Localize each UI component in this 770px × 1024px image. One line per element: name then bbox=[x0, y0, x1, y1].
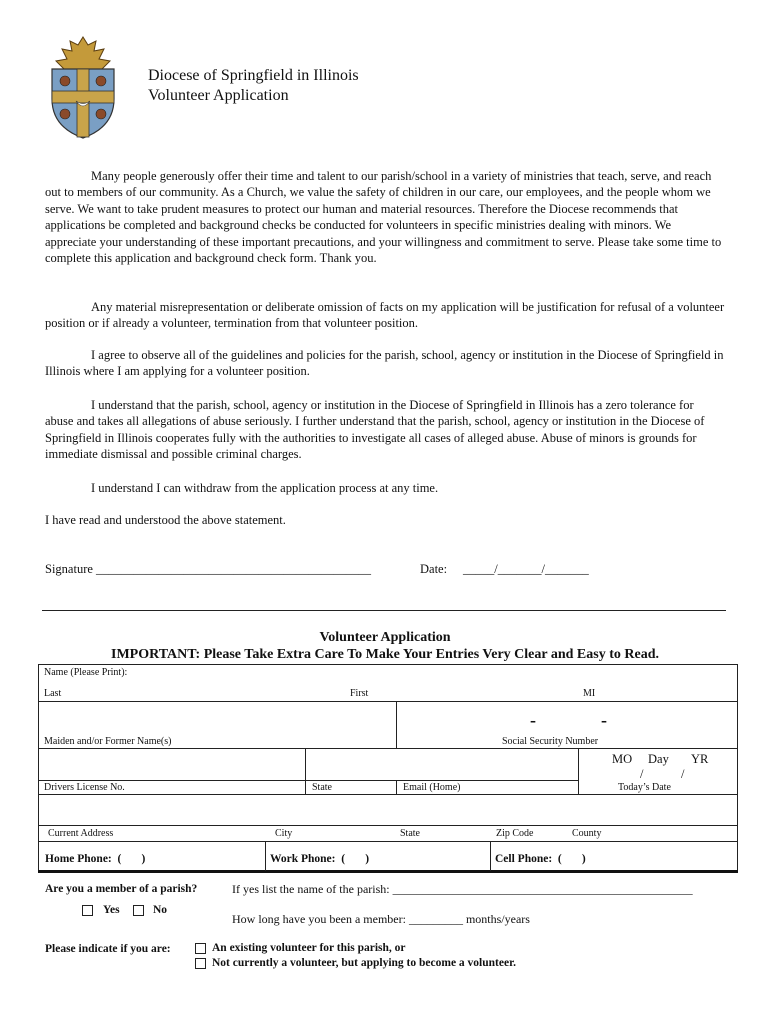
todays-date-label: Today’s Date bbox=[618, 782, 671, 793]
email-label: Email (Home) bbox=[403, 782, 461, 793]
date-slash-1: / bbox=[640, 767, 644, 781]
intro-paragraph-6: I have read and understood the above statement. bbox=[45, 513, 286, 527]
yes-checkbox[interactable] bbox=[82, 905, 93, 916]
last-label: Last bbox=[44, 688, 62, 699]
state-label: State bbox=[400, 828, 420, 839]
work-phone-field[interactable]: Work Phone: ( ) bbox=[270, 853, 370, 865]
no-checkbox[interactable] bbox=[133, 905, 144, 916]
important-notice: IMPORTANT: Please Take Extra Care To Make Your Entries Very Clear and Easy to Read. bbox=[111, 647, 659, 662]
intro-paragraph-5: I understand I can withdraw from the application process at any time. bbox=[91, 481, 439, 495]
ssn-label: Social Security Number bbox=[502, 736, 599, 747]
intro-paragraph-3: I agree to observe all of the guidelines and policies for the parish, school, agency or institution in the Diocese of Springfield in Illinois where I am applying for a volunteer position. bbox=[45, 348, 724, 379]
dl-state-label: State bbox=[312, 782, 332, 793]
org-title: Diocese of Springfield in Illinois bbox=[148, 67, 359, 84]
name-print-label: Name (Please Print): bbox=[44, 667, 128, 678]
existing-volunteer-label: An existing volunteer for this parish, or bbox=[212, 942, 406, 954]
ssn-dash-2: - bbox=[601, 710, 607, 730]
signature-field[interactable]: Signature ____________________________________________ bbox=[45, 562, 372, 576]
new-volunteer-label: Not currently a volunteer, but applying to become a volunteer. bbox=[212, 957, 516, 969]
form-bottom-rule bbox=[38, 870, 738, 873]
email-input[interactable] bbox=[397, 749, 577, 779]
intro-paragraph-1: Many people generously offer their time and talent to our parish/school in a variety of ministries that teach, serve, and reach out to members of our community. As a Church, we value the safety of children in our care, our employees, and the people whom we serve. We want to take prudent measures to protect our human and material resources. Therefore the Diocese recommends that applications be completed and background checks be conducted for volunteers in specific ministries dealing with minors. We appreciate your understanding of these important precautions, and your willingness and commitment to serve. Please take some time to complete this application and background check form. Thank you. bbox=[45, 169, 722, 266]
ssn-dash-1: - bbox=[530, 710, 536, 730]
zip-label: Zip Code bbox=[496, 828, 534, 839]
no-label: No bbox=[153, 904, 168, 916]
doc-title: Volunteer Application bbox=[148, 87, 289, 104]
date-day-label: Day bbox=[648, 752, 669, 766]
intro-paragraph-2: Any material misrepresentation or deliberate omission of facts on my application will be justification for refusal of a volunteer position or if already a volunteer, termination from that volunteer position. bbox=[45, 300, 725, 331]
dl-state-input[interactable] bbox=[306, 749, 396, 779]
date-slash-2: / bbox=[681, 767, 685, 781]
date-mo-label: MO bbox=[612, 752, 633, 766]
date-yr-label: YR bbox=[691, 752, 709, 766]
section-divider bbox=[42, 610, 726, 611]
maiden-name-input[interactable] bbox=[39, 702, 396, 735]
membership-duration-field[interactable]: How long have you been a member: _________ months/years bbox=[232, 912, 530, 926]
new-volunteer-checkbox[interactable] bbox=[195, 958, 206, 969]
address-input[interactable] bbox=[39, 795, 737, 825]
date-field[interactable]: _____/_______/_______ bbox=[463, 562, 589, 576]
indicate-label: Please indicate if you are: bbox=[45, 943, 171, 955]
parish-member-question: Are you a member of a parish? bbox=[45, 883, 198, 895]
address-label: Current Address bbox=[48, 828, 114, 839]
yes-label: Yes bbox=[103, 904, 120, 916]
date-label: Date: bbox=[420, 562, 448, 576]
intro-paragraph-4: I understand that the parish, school, agency or institution in the Diocese of Springfield in Illinois has a zero tolerance for abuse and takes all allegations of abuse seriously. I further understand that the parish, school, agency or institution in the Diocese of Springfield in Illinois cooperates fully with the authorities to investigate all cases of alleged abuse. Abuse of minors is grounds for immediate dismissal and possible criminal charges. bbox=[45, 398, 705, 462]
county-label: County bbox=[572, 828, 602, 839]
form-title: Volunteer Application bbox=[319, 630, 451, 645]
first-label: First bbox=[350, 688, 369, 699]
drivers-license-input[interactable] bbox=[39, 749, 305, 779]
maiden-name-label: Maiden and/or Former Name(s) bbox=[44, 736, 172, 747]
mi-label: MI bbox=[583, 688, 596, 699]
cell-phone-field[interactable]: Cell Phone: ( ) bbox=[495, 853, 586, 865]
parish-name-field[interactable]: If yes list the name of the parish: __________________________________________________ bbox=[232, 882, 693, 896]
ssn-input[interactable] bbox=[397, 702, 737, 735]
drivers-license-label: Drivers License No. bbox=[44, 782, 125, 793]
existing-volunteer-checkbox[interactable] bbox=[195, 943, 206, 954]
city-label: City bbox=[275, 828, 293, 839]
diocese-logo bbox=[44, 35, 122, 140]
home-phone-field[interactable]: Home Phone: ( ) bbox=[45, 853, 146, 865]
